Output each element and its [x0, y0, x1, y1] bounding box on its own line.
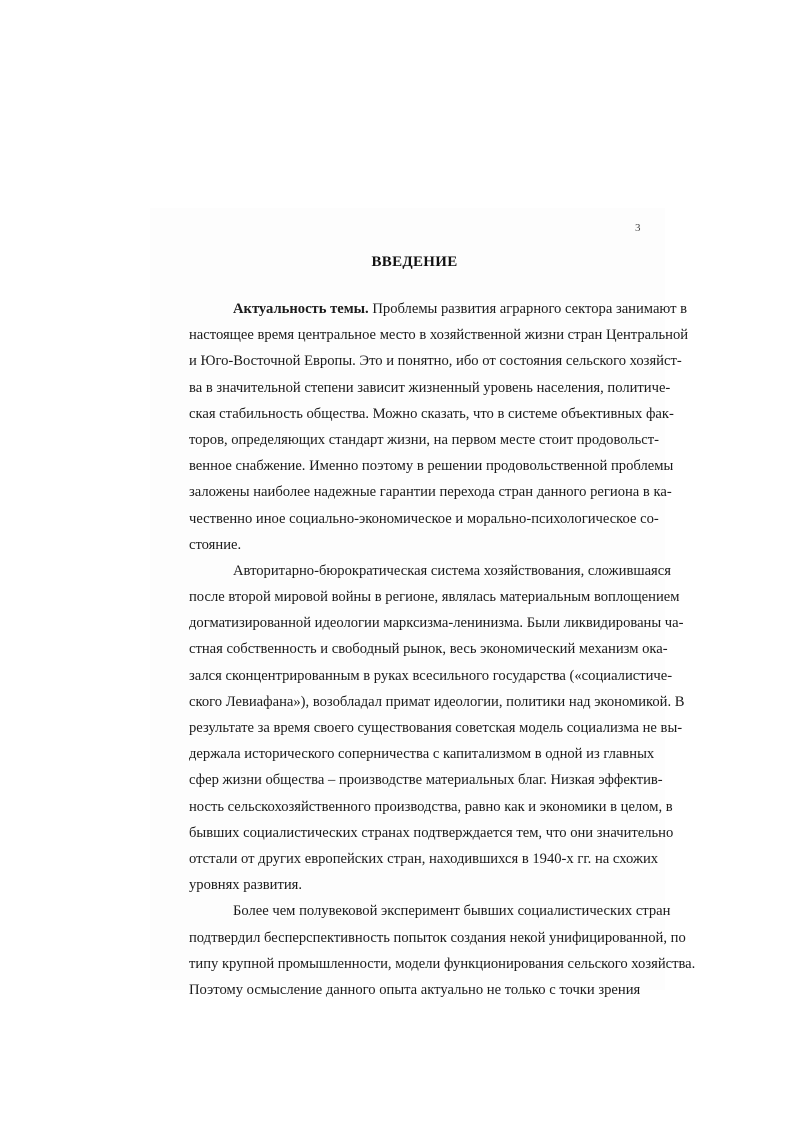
paragraph-relevance [189, 296, 689, 558]
text-line: отстали от других европейских стран, находившихся в 1940-х гг. на схожих [189, 850, 659, 867]
text-line: подтвердил бесперспективность попыток создания некой унифицированной, по [189, 929, 686, 946]
text-line: Актуальность темы. Проблемы развития аграрного сектора занимают в [233, 301, 688, 317]
section-heading: ВВЕДЕНИЕ [371, 254, 458, 270]
text-line: уровнях развития. [189, 877, 303, 894]
text-line: венное снабжение. Именно поэтому в решении продовольственной проблемы [189, 458, 674, 475]
text-line: ская стабильность общества. Можно сказать, что в системе объективных фак- [189, 405, 674, 422]
text-line: Поэтому осмысление данного опыта актуально не только с точки зрения [189, 981, 641, 998]
text-line: стная собственность и свободный рынок, весь экономический механизм ока- [189, 641, 668, 658]
text-line: держала исторического соперничества с капитализмом в одной из главных [189, 746, 655, 763]
page-number: 3 [635, 222, 641, 234]
text-line: торов, определяющих стандарт жизни, на первом месте стоит продовольст- [189, 431, 659, 448]
text-line: стояние. [189, 536, 242, 553]
text-line: ва в значительной степени зависит жизненный уровень населения, политиче- [189, 379, 671, 396]
text-line: и Юго-Восточной Европы. Это и понятно, ибо от состояния сельского хозяйст- [189, 353, 682, 370]
paragraph-authoritarian-system [189, 558, 685, 898]
text-line: настоящее время центральное место в хозяйственной жизни стран Центральной [189, 327, 689, 344]
text-line: ность сельскохозяйственного производства, равно как и экономики в целом, в [189, 798, 673, 815]
text-line: типу крупной промышленности, модели функционирования сельского хозяйства. [189, 955, 696, 972]
text-line: после второй мировой войны в регионе, являлась материальным воплощением [189, 589, 680, 606]
text-line: заложены наиболее надежные гарантии перехода стран данного региона в ка- [189, 484, 672, 501]
text-line: бывших социалистических странах подтверждается тем, что они значительно [189, 824, 674, 841]
text-line: Авторитарно-бюрократическая система хозяйствования, сложившаяся [233, 562, 671, 579]
document-body [189, 296, 696, 1003]
text-line: результате за время своего существования советская модель социализма не вы- [189, 720, 683, 736]
text-line: Более чем полувековой эксперимент бывших социалистических стран [233, 903, 671, 920]
text-line: сфер жизни общества – производстве материальных благ. Низкая эффектив- [189, 772, 663, 789]
text-line: чественно иное социально-экономическое и морально-психологическое со- [189, 510, 659, 527]
text-line: догматизированной идеологии марксизма-ленинизма. Были ликвидированы ча- [189, 615, 684, 632]
paragraph-half-century-experiment [189, 898, 696, 1003]
text-line: зался сконцентрированным в руках всесильного государства («социалистиче- [189, 667, 673, 684]
text-line: ского Левиафана»), возобладал примат идеологии, политики над экономикой. В [189, 693, 685, 710]
bold-lead-in: Актуальность темы. [233, 301, 369, 317]
